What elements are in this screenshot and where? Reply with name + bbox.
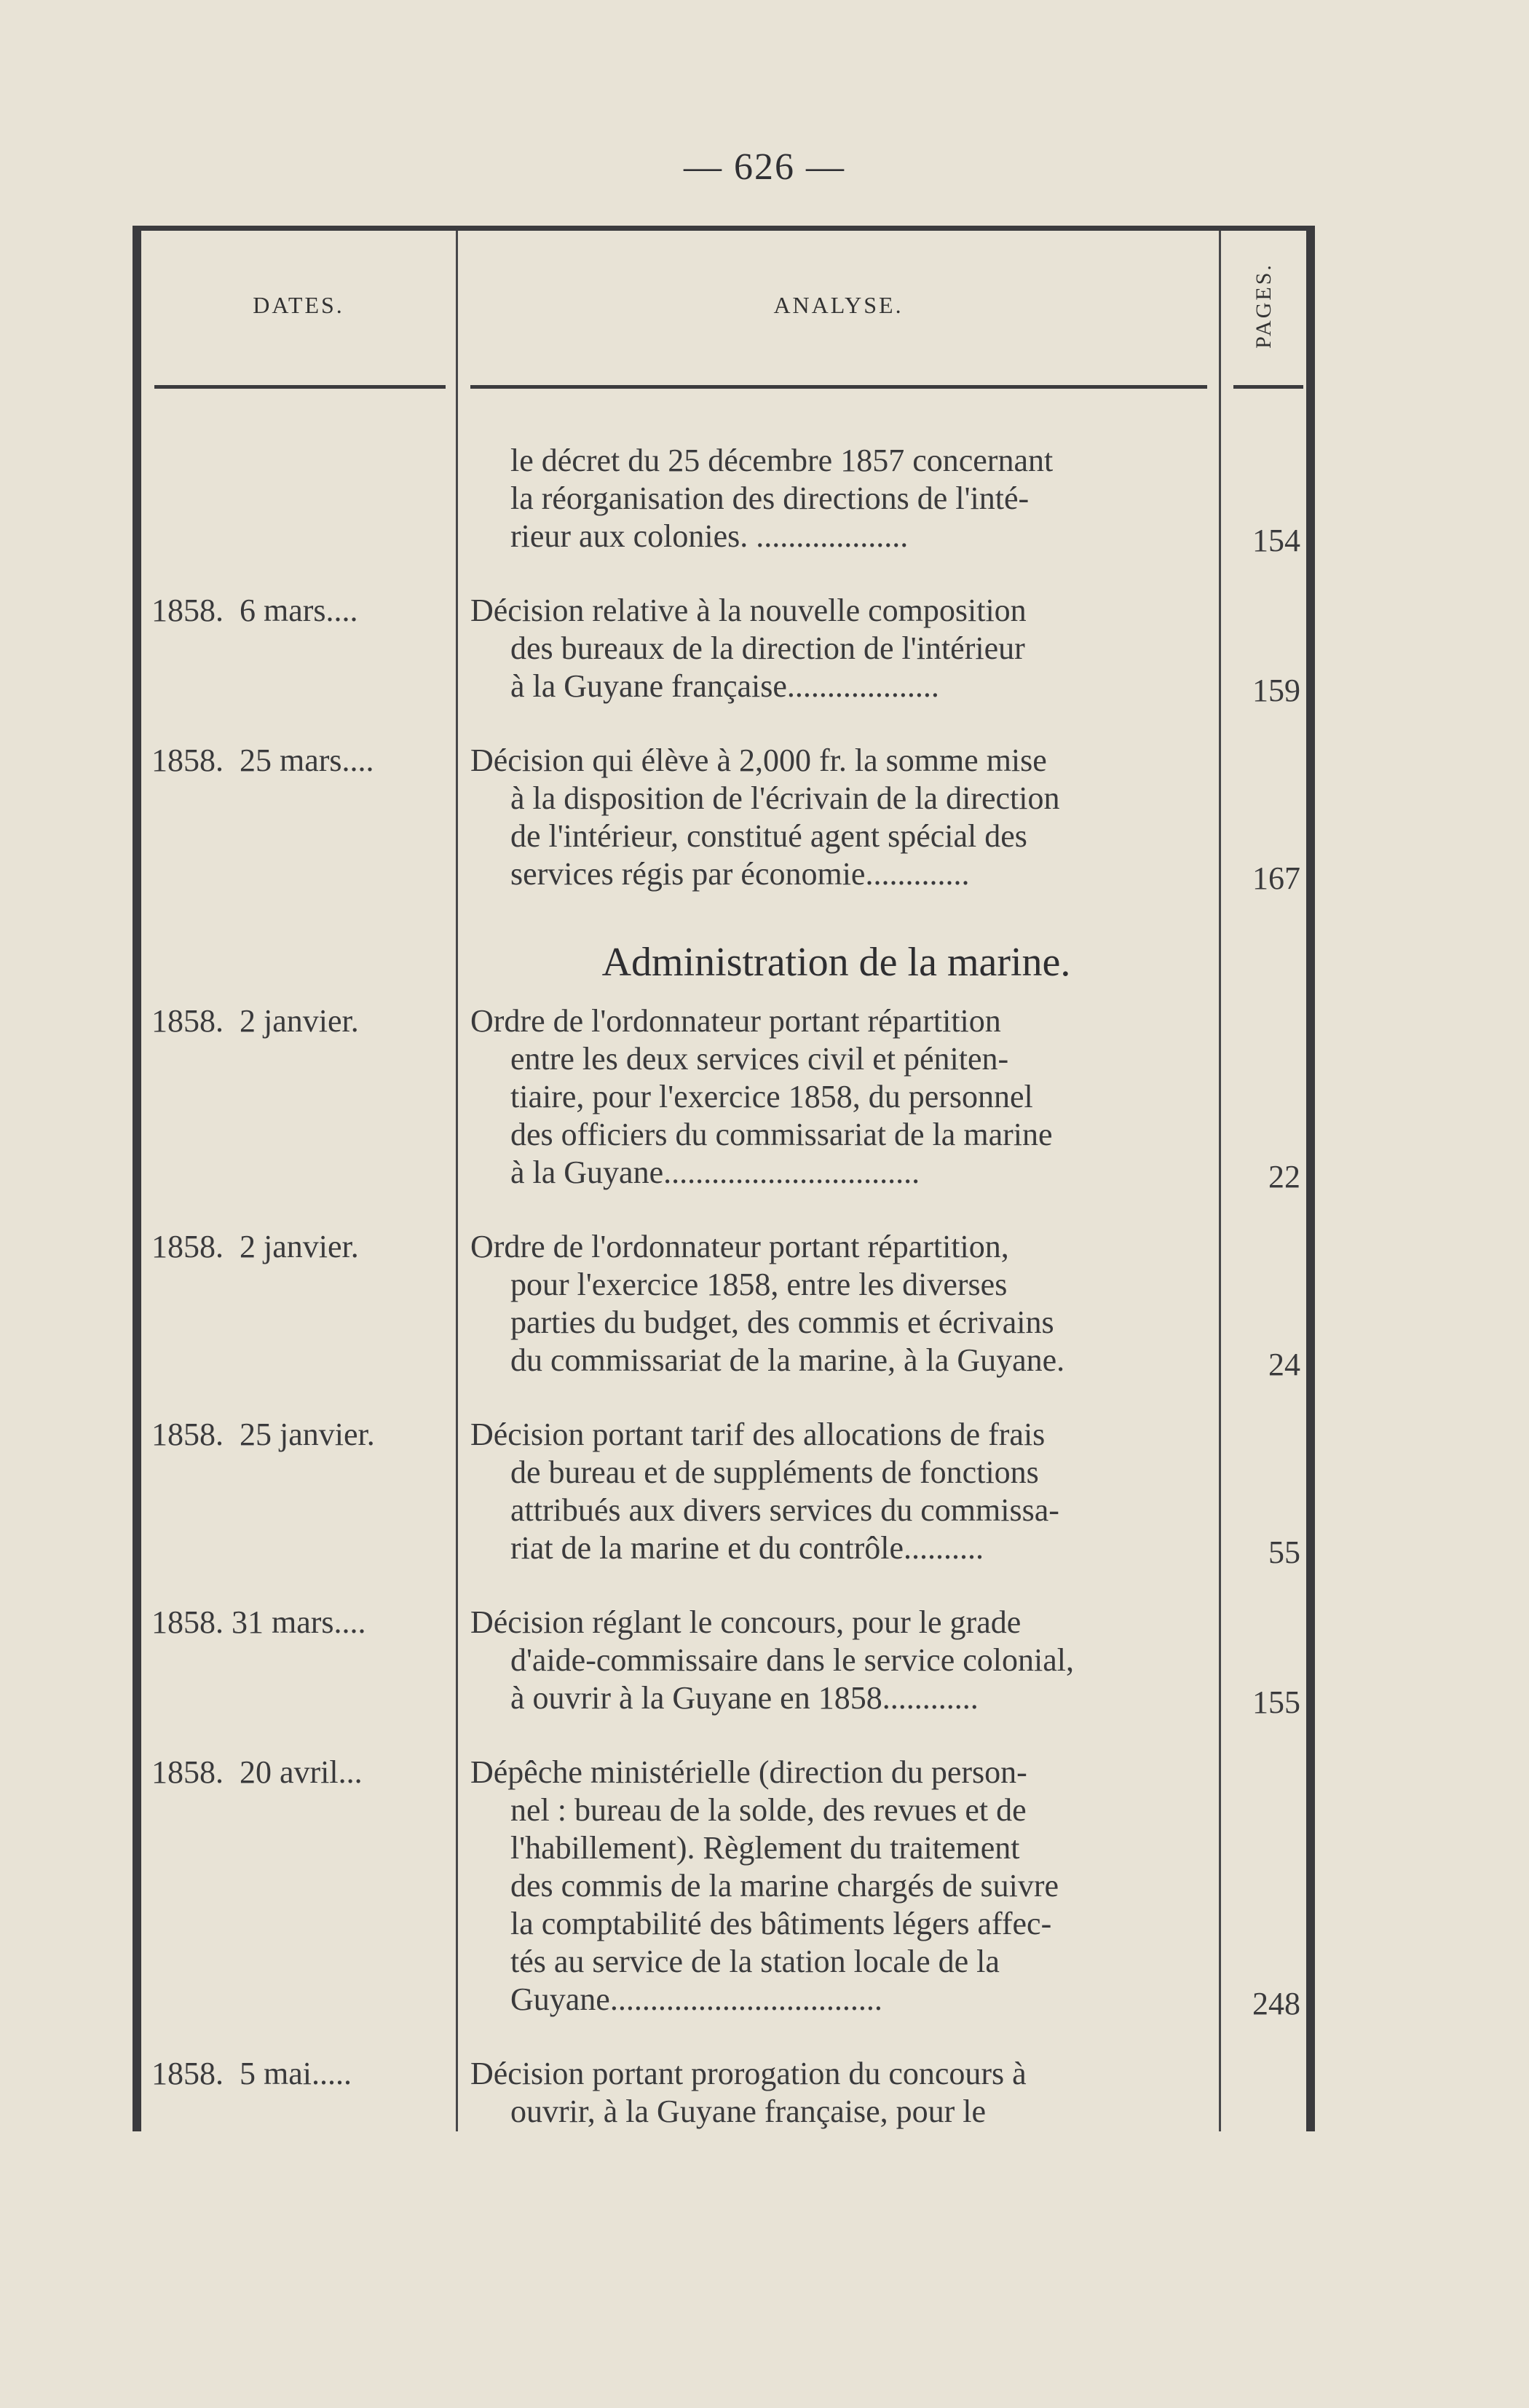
header-rule — [470, 385, 1207, 389]
entry-analysis — [470, 2055, 1202, 2131]
entry-page: 24 — [1268, 1347, 1300, 1382]
entry-analysis — [470, 1228, 1202, 1379]
analysis-line: tés au service de la station locale de la — [510, 1944, 1000, 1979]
index-entry — [141, 442, 1306, 558]
entry-analysis — [470, 1754, 1202, 2019]
entry-date: 1858. 2 janvier. — [151, 1229, 359, 1264]
index-entry — [141, 592, 1306, 708]
analysis-line: Décision relative à la nouvelle composition — [470, 593, 1027, 628]
header-pages-label: PAGES. — [1251, 262, 1276, 349]
entry-page: 248 — [1252, 1986, 1300, 2021]
entry-page: 155 — [1252, 1684, 1300, 1720]
analysis-line: Guyane.................................. — [510, 1981, 882, 2017]
analysis-line: Décision qui élève à 2,000 fr. la somme mise — [470, 742, 1047, 778]
analysis-line: à la Guyane................................ — [510, 1155, 920, 1190]
analysis-line: à la Guyane française................... — [510, 668, 939, 704]
entry-date: 1858. 25 mars.... — [151, 742, 374, 778]
analysis-line: Ordre de l'ordonnateur portant répartition — [470, 1003, 1001, 1039]
entry-analysis — [470, 1604, 1202, 1717]
header-dates: DATES. — [253, 292, 344, 318]
analysis-line: d'aide-commissaire dans le service colonial, — [510, 1642, 1074, 1678]
analysis-line: attribués aux divers services du commissa- — [510, 1492, 1059, 1528]
entry-date: 1858. 20 avril... — [151, 1754, 363, 1790]
analysis-line: des commis de la marine chargés de suivre — [510, 1868, 1059, 1904]
analysis-line: de bureau et de suppléments de fonctions — [510, 1454, 1039, 1490]
analysis-line: riat de la marine et du contrôle.......... — [510, 1530, 984, 1566]
analysis-line: le décret du 25 décembre 1857 concernant — [510, 443, 1054, 478]
entry-date: 1858. 2 janvier. — [151, 1003, 359, 1039]
header-pages — [1221, 231, 1306, 380]
entry-analysis — [470, 1416, 1202, 1567]
entry-page: 154 — [1252, 523, 1300, 558]
analysis-line: ouvrir, à la Guyane française, pour le — [510, 2094, 987, 2129]
analysis-line: à la disposition de l'écrivain de la direction — [510, 780, 1060, 816]
entry-analysis — [470, 1002, 1202, 1192]
header-analyse: ANALYSE. — [773, 292, 904, 318]
section-heading: Administration de la marine. — [601, 940, 1071, 985]
index-entry — [141, 742, 1306, 896]
analysis-line: parties du budget, des commis et écrivains — [510, 1304, 1054, 1340]
index-entry — [141, 1228, 1306, 1382]
analysis-line: des bureaux de la direction de l'intérieur — [510, 630, 1025, 666]
page-number: — 626 — — [684, 146, 845, 188]
analysis-line: Décision portant tarif des allocations de frais — [470, 1417, 1046, 1452]
index-entry — [141, 1754, 1306, 2019]
entry-analysis — [470, 742, 1202, 893]
analysis-line: l'habillement). Règlement du traitement — [510, 1830, 1020, 1866]
index-table — [133, 226, 1315, 2131]
analysis-line: des officiers du commissariat de la marine — [510, 1117, 1053, 1152]
entry-date: 1858. 31 mars.... — [151, 1604, 366, 1640]
entry-page: 22 — [1268, 1159, 1300, 1195]
analysis-line: Décision réglant le concours, pour le grade — [470, 1604, 1022, 1640]
entry-analysis — [470, 592, 1202, 705]
header-rule — [154, 385, 446, 389]
analysis-line: à ouvrir à la Guyane en 1858............ — [510, 1680, 979, 1716]
entry-date: 1858. 6 mars.... — [151, 593, 358, 628]
analysis-line: entre les deux services civil et péniten- — [510, 1041, 1009, 1077]
header-rule — [1233, 385, 1303, 389]
analysis-line: la comptabilité des bâtiments légers affec- — [510, 1906, 1052, 1941]
entry-page: 55 — [1268, 1534, 1300, 1570]
table-body — [141, 442, 1306, 2167]
entry-date: 1858. 25 janvier. — [151, 1417, 375, 1452]
index-entry — [141, 2055, 1306, 2131]
analysis-line: de l'intérieur, constitué agent spécial des — [510, 818, 1027, 854]
analysis-line: pour l'exercice 1858, entre les diverses — [510, 1267, 1008, 1302]
analysis-line: Dépêche ministérielle (direction du person- — [470, 1754, 1027, 1790]
index-entry — [141, 1604, 1306, 1720]
analysis-line: nel : bureau de la solde, des revues et de — [510, 1792, 1027, 1828]
analysis-line: services régis par économie............. — [510, 856, 970, 892]
entry-page: 159 — [1252, 673, 1300, 708]
entry-page: 167 — [1252, 860, 1300, 896]
analysis-line: rieur aux colonies. ................... — [510, 518, 909, 554]
analysis-line: tiaire, pour l'exercice 1858, du personnel — [510, 1079, 1033, 1114]
analysis-line: la réorganisation des directions de l'inté- — [510, 480, 1030, 516]
analysis-line: du commissariat de la marine, à la Guyane. — [510, 1342, 1065, 1378]
index-entry — [141, 1416, 1306, 1570]
entry-analysis — [470, 442, 1202, 555]
analysis-line: Décision portant prorogation du concours à — [470, 2056, 1027, 2091]
entry-date: 1858. 5 mai..... — [151, 2056, 352, 2091]
index-entry — [141, 1002, 1306, 1195]
analysis-line: Ordre de l'ordonnateur portant répartition, — [470, 1229, 1009, 1264]
